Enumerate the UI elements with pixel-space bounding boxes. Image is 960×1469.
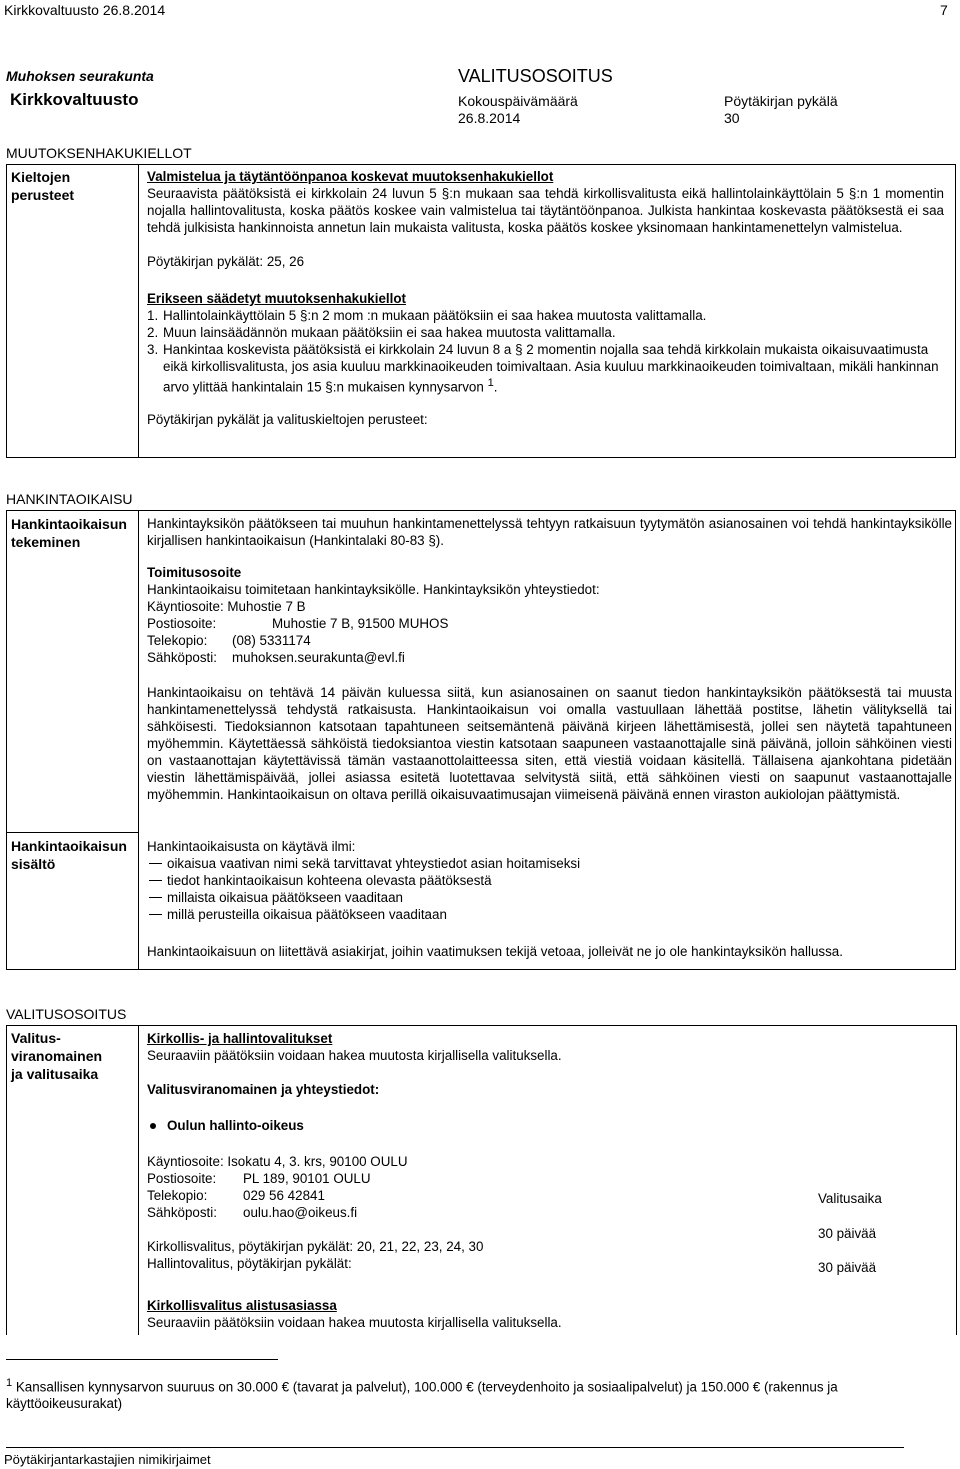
- procurement-intro: Hankintayksikön päätökseen tai muuhun hankintamenettelyssä tehtyyn ratkaisuun tyytymätön asianosainen voi tehdä hankintayksikölle kirjallisen hankintaoikaisun (Hankintalaki 80-83 §).: [147, 516, 952, 548]
- list-item: millaista oikaisua päätökseen vaaditaan: [147, 889, 952, 906]
- preparation-paragraph: Seuraavista päätöksistä ei kirkkolain 24 luvun 5 §:n mukaan saa tehdä kirkollisvalitusta eikä hallintolainkäyttölain 5 §:n 1 momentin nojalla hallintovalitusta, koska päätös koskee vain valmistelua tai täytäntöönpanoa. Julkista hankintaa koskevasta päätöksestä ei saa tehdä julkisista hankinnoista annetun lain mukaista valitusta, koska päätös koskee yksinomaan hankintamenettelyn valmistelua.: [147, 186, 944, 235]
- footnote-text: Kansallisen kynnysarvon suuruus on 30.000 € (tavarat ja palvelut), 100.000 € (terveydenhoito ja sosiaalipalvelut) ja 150.000 € (rakennus ja käyttöoikeusurakat): [6, 1379, 838, 1412]
- sub-heading-church-admin: Kirkollis- ja hallintovalitukset: [147, 1031, 333, 1046]
- special-bans-list: [147, 307, 944, 395]
- sub-heading-subordination: Kirkollisvalitus alistusasiassa: [147, 1298, 337, 1313]
- sections-label: Pöytäkirjan pykälät:: [147, 254, 264, 269]
- visit-address: Käyntiosoite: Muhostie 7 B: [147, 599, 306, 614]
- church-appeal-time: 30 päivää: [818, 1226, 877, 1241]
- court-email-link[interactable]: oulu.hao@oikeus.fi: [243, 1205, 358, 1220]
- church-appeal-sections: Kirkollisvalitus, pöytäkirjan pykälät: 20, 21, 22, 23, 24, 30: [147, 1239, 484, 1254]
- sub-heading-special-bans: Erikseen säädetyt muutoksenhakukiellot: [147, 291, 406, 306]
- label-divider: [6, 832, 139, 833]
- minutes-section-block: [724, 93, 838, 127]
- delivery-line: Hankintaoikaisu toimitetaan hankintayksikölle. Hankintayksikön yhteystiedot:: [147, 582, 600, 597]
- column-divider: [138, 510, 139, 970]
- court-visit-address: Käyntiosoite: Isokatu 4, 3. krs, 90100 OULU: [147, 1154, 408, 1169]
- meeting-date: 26.8.2014: [458, 110, 521, 126]
- footnote: [6, 1375, 946, 1412]
- column-divider: [138, 1025, 139, 1335]
- list-item: 3. Hankintaa koskevista päätöksistä ei kirkkolain 24 luvun 8 a § 2 momentin nojalla saa tehdä kirkkolain mukaista oikaisuvaatimusta eikä kirkollisvalitusta, jos asia kuuluu markkinaoikeuden toimivaltaan. Asia kuuluu markkinaoikeuden toimivaltaan, mikäli hankinnan arvo ylittää hankintalain 15 §:n mukaisen kynnysarvon $^1$.: [147, 342, 939, 395]
- page-number: 7: [940, 2, 948, 18]
- column-divider: [138, 164, 139, 458]
- parish-name: Muhoksen seurakunta: [6, 68, 154, 84]
- court-name: Oulun hallinto-oikeus: [147, 1117, 947, 1134]
- delivery-heading: Toimitusosoite: [147, 565, 242, 580]
- sub-heading-preparation: Valmistelua ja täytäntöönpanoa koskevat muutoksenhakukiellot: [147, 169, 554, 184]
- footnote-ref: 1: [487, 377, 494, 389]
- list-item: oikaisua vaativan nimi sekä tarvittavat yhteystiedot asian hoitamiseksi: [147, 855, 952, 872]
- sections-value: 25, 26: [266, 254, 305, 269]
- court-fax-row: Telekopio: 029 56 42841: [147, 1188, 325, 1203]
- admin-appeal-time: 30 päivää: [818, 1260, 877, 1275]
- meeting-date-block: [458, 93, 578, 127]
- fax-row: Telekopio: (08) 5331174: [147, 633, 311, 648]
- signature-separator: [6, 1447, 904, 1448]
- footnote-separator: [6, 1359, 278, 1360]
- authority-heading: Valitusviranomainen ja yhteystiedot:: [147, 1082, 380, 1097]
- section-heading-appeal: VALITUSOSOITUS: [6, 1006, 127, 1022]
- council-name: Kirkkovaltuusto: [10, 90, 139, 109]
- deadline-paragraph: Hankintaoikaisu on tehtävä 14 päivän kuluessa siitä, kun asianosainen on saanut tiedon hankintayksikön päätöksestä tai muusta hankintamenettelyssä tehdystä ratkaisusta. Hankintaoikaisun voi omalla vastuullaan lähettää postitse, lähetin välityksellä tai sähköisesti. Tiedoksiannon katsotaan tapahtuneen seitsemäntenä päivänä kirjeen lähettämisestä, jollei sen näytetä tapahtuneen myöhemmin. Käytettäessä sähköistä tiedoksiantoa viestin katsotaan saapuneen vastaanottajalle sinä päivänä, jolloin sähköinen viesti on vastaanottajan käytettävissä tämän vastaanottolaitteessa siten, että viestiä voidaan käsitellä. Tällaisena ajankohtana pidetään viestin lähettämispäivää, jollei asiassa esitetä luotettavaa selvitystä siitä, että sähköinen viesti on saapunut vastaanottajalle myöhemmin. Hankintaoikaisun on oltava perillä oikaisuvaatimusajan viimeisenä päivänä ennen viraston aukiolojan päättymistä.: [147, 685, 952, 802]
- content-intro: Hankintaoikaisusta on käytävä ilmi:: [147, 839, 356, 854]
- page-title: VALITUSOSOITUS: [458, 66, 613, 86]
- sections-line: [147, 253, 944, 270]
- admin-appeal-sections: Hallintovalitus, pöytäkirjan pykälät:: [147, 1256, 352, 1271]
- delivery-address-block: [147, 564, 952, 666]
- court-email-row: Sähköposti: oulu.hao@oikeus.fi: [147, 1205, 358, 1220]
- attachments-paragraph: Hankintaoikaisuun on liitettävä asiakirjat, joihin vaatimuksen tekijä vetoaa, jolleivät ne jo ole hankintayksikön hallussa.: [147, 944, 843, 959]
- minutes-section-label: Pöytäkirjan pykälä: [724, 93, 838, 109]
- content-list: [147, 855, 952, 923]
- email-link[interactable]: muhoksen.seurakunta@evl.fi: [232, 650, 405, 665]
- grounds-label: Pöytäkirjan pykälät ja valituskieltojen perusteet:: [147, 412, 428, 428]
- list-item: 1. Hallintolainkäyttölain 5 §:n 2 mom :n mukaan päätöksiin ei saa hakea muutosta valittamalla.: [147, 308, 707, 323]
- label-ban-grounds: Kieltojen perusteet: [11, 169, 75, 203]
- court-postal-row: Postiosoite: PL 189, 90101 OULU: [147, 1171, 371, 1186]
- email-row: Sähköposti: muhoksen.seurakunta@evl.fi: [147, 650, 405, 665]
- postal-row: Postiosoite: Muhostie 7 B, 91500 MUHOS: [147, 616, 449, 631]
- label-appeal-authority: Valitus- viranomainen ja valitusaika: [11, 1030, 103, 1082]
- document-header-title: Kirkkovaltuusto 26.8.2014: [4, 2, 166, 18]
- footnote-number: 1: [6, 1377, 13, 1389]
- label-procurement-content: Hankintaoikaisun sisältö: [11, 838, 127, 872]
- meeting-date-label: Kokouspäivämäärä: [458, 93, 578, 109]
- subordination-text: Seuraaviin päätöksiin voidaan hakea muutosta kirjallisella valituksella.: [147, 1315, 562, 1330]
- appeal-time-label: Valitusaika: [818, 1191, 882, 1206]
- list-item: millä perusteilla oikaisua päätökseen vaaditaan: [147, 906, 952, 923]
- appeal-content: [147, 1030, 947, 1331]
- signature-label: Pöytäkirjantarkastajien nimikirjaimet: [4, 1452, 211, 1467]
- content-block: [147, 838, 952, 960]
- list-item: 2. Muun lainsäädännön mukaan päätöksiin ei saa hakea muutosta valittamalla.: [147, 325, 616, 340]
- minutes-section: 30: [724, 110, 740, 126]
- label-procurement-filing: Hankintaoikaisun tekeminen: [11, 516, 127, 550]
- section-heading-procurement: HANKINTAOIKAISU: [6, 491, 133, 507]
- appeal-bans-content: [147, 168, 944, 428]
- list-item: tiedot hankintaoikaisun kohteena olevasta päätöksestä: [147, 872, 952, 889]
- church-admin-text: Seuraaviin päätöksiin voidaan hakea muutosta kirjallisella valituksella.: [147, 1048, 562, 1063]
- section-heading-appeal-bans: MUUTOKSENHAKUKIELLOT: [6, 145, 192, 161]
